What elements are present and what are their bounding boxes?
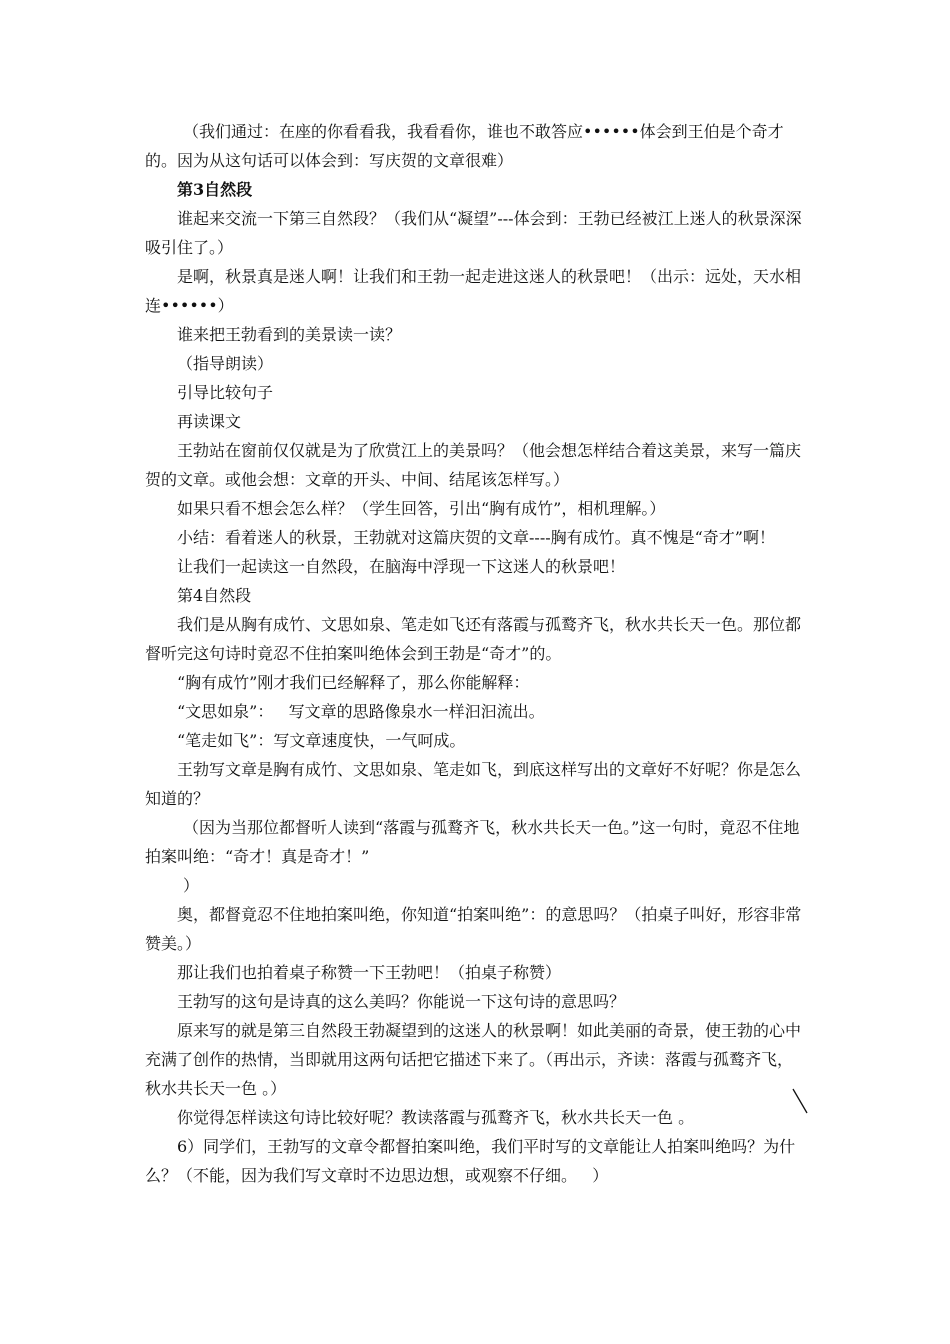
paragraph: 6）同学们，王勃写的文章令都督拍案叫绝，我们平时写的文章能让人拍案叫绝吗？为什么？（不能，因为我们写文章时不边思边想，或观察不仔细。 ） (145, 1137, 796, 1185)
paragraph: 再读课文 (177, 412, 242, 431)
paragraph: 第3自然段 (177, 180, 253, 199)
paragraph: “胸有成竹”刚才我们已经解释了，那么你能解释： (177, 673, 530, 692)
paragraph: （指导朗读） (177, 354, 274, 373)
paragraph: ） (183, 876, 200, 895)
paragraph: 谁起来交流一下第三自然段？（我们从“凝望”---体会到：王勃已经被江上迷人的秋景深深吸引住了。） (145, 209, 802, 257)
paragraph: 原来写的就是第三自然段王勃凝望到的这迷人的秋景啊！如此美丽的奇景，使王勃的心中充满了创作的热情，当即就用这两句话把它描述下来了。（再出示，齐读：落霞与孤鹜齐飞，秋水共长天一色 。） (145, 1021, 802, 1098)
paragraph: 王勃写文章是胸有成竹、文思如泉、笔走如飞，到底这样写出的文章好不好呢？你是怎么知道的？ (145, 760, 802, 808)
paragraph: 王勃站在窗前仅仅就是为了欣赏江上的美景吗？（他会想怎样结合着这美景，来写一篇庆贺的文章。或他会想：文章的开头、中间、结尾该怎样写。） (145, 441, 802, 489)
paragraph: 让我们一起读这一自然段，在脑海中浮现一下这迷人的秋景吧！ (177, 557, 626, 576)
paragraph: （因为当那位都督听人读到“落霞与孤鹜齐飞，秋水共长天一色。”这一句时，竟忍不住地拍案叫绝：“奇才！真是奇才！” (145, 818, 800, 866)
paragraph: “笔走如飞”：写文章速度快，一气呵成。 (177, 731, 466, 750)
paragraph: 那让我们也拍着桌子称赞一下王勃吧！（拍桌子称赞） (177, 963, 562, 982)
stray-slash-mark (790, 1088, 810, 1114)
paragraph: 你觉得怎样读这句诗比较好呢？教读落霞与孤鹜齐飞，秋水共长天一色 。 (177, 1108, 695, 1127)
paragraph: 如果只看不想会怎么样？（学生回答，引出“胸有成竹”，相机理解。） (177, 499, 666, 518)
paragraph: 是啊，秋景真是迷人啊！让我们和王勃一起走进这迷人的秋景吧！（出示：远处，天水相连••••••） (145, 267, 802, 315)
paragraph: 小结：看着迷人的秋景，王勃就对这篇庆贺的文章----胸有成竹。真不愧是“奇才”啊！ (177, 528, 775, 547)
paragraph: 奥，都督竟忍不住地拍案叫绝，你知道“拍案叫绝”：的意思吗？（拍桌子叫好，形容非常赞美。） (145, 905, 802, 953)
paragraph: 王勃写的这句是诗真的这么美吗？你能说一下这句诗的意思吗？ (177, 992, 626, 1011)
paragraph: 谁来把王勃看到的美景读一读？ (177, 325, 402, 344)
paragraph: 第4自然段 (177, 586, 252, 605)
paragraph: “文思如泉”： 写文章的思路像泉水一样汩汩流出。 (177, 702, 545, 721)
paragraph: 我们是从胸有成竹、文思如泉、笔走如飞还有落霞与孤鹜齐飞，秋水共长天一色。那位都督听完这句诗时竟忍不住拍案叫绝体会到王勃是“奇才”的。 (145, 615, 802, 663)
paragraph: 引导比较句子 (177, 383, 274, 402)
paragraph: （我们通过：在座的你看看我，我看看你，谁也不敢答应••••••体会到王伯是个奇才的。因为从这句话可以体会到：写庆贺的文章很难） (145, 122, 784, 170)
document-body (145, 117, 805, 1190)
